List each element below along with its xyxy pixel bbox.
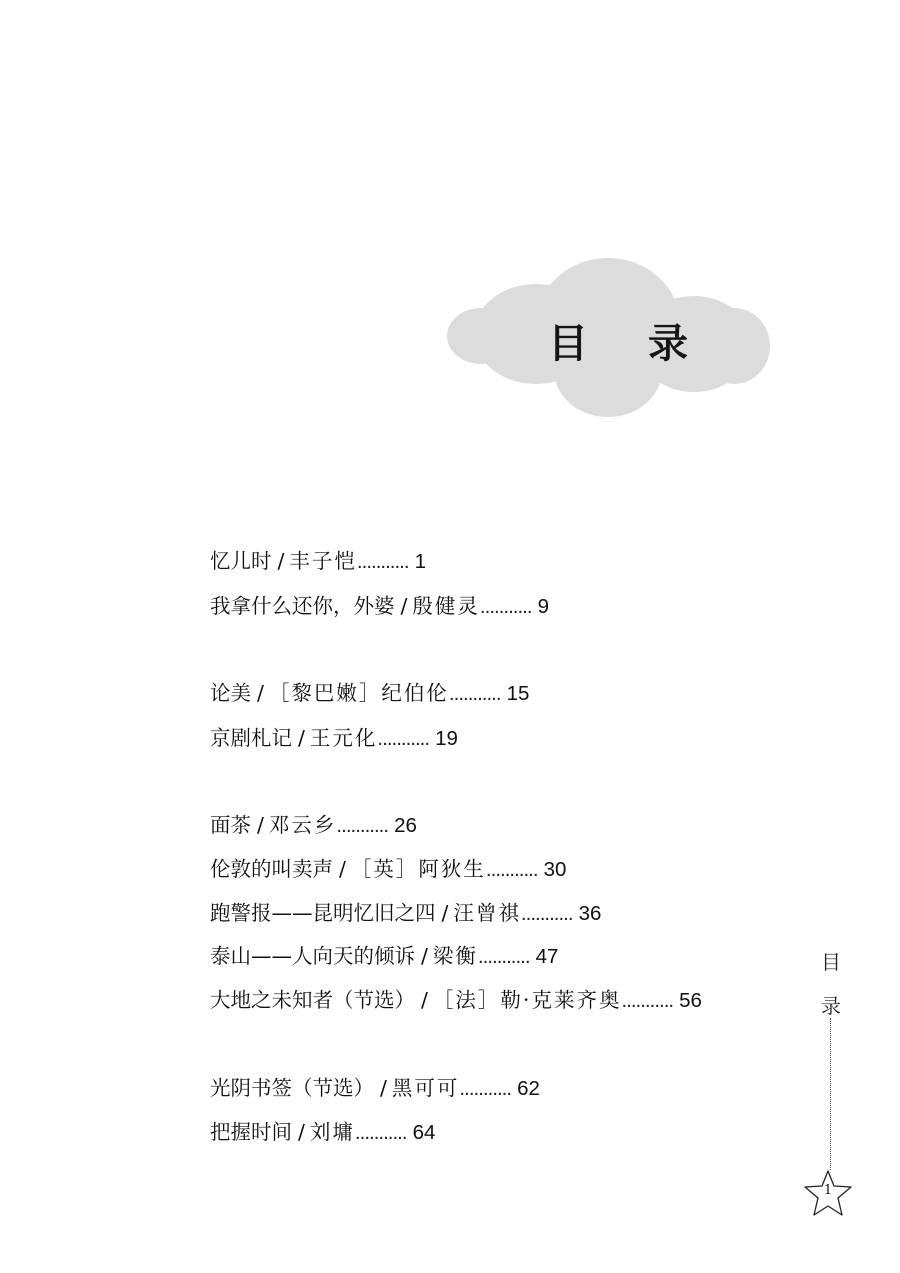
- entry-title: 忆儿时: [210, 549, 272, 573]
- entry-title: 面茶: [210, 813, 251, 837]
- entry-separator: /: [257, 813, 264, 837]
- entry-separator: /: [277, 549, 285, 573]
- entry-page-number: 30: [543, 858, 567, 881]
- entry-page-number: 56: [679, 989, 702, 1012]
- toc-entry[interactable]: [210, 679, 529, 707]
- entry-leader-dots: ...........: [448, 682, 501, 705]
- entry-separator: /: [380, 1076, 387, 1100]
- entry-author: ［英］阿狄生: [350, 857, 486, 881]
- entry-leader-dots: ...........: [621, 989, 674, 1012]
- entry-page-number: 15: [506, 682, 530, 705]
- toc-entry[interactable]: [210, 547, 426, 575]
- page-number: 1: [823, 1183, 833, 1198]
- entry-leader-dots: ...........: [479, 595, 532, 618]
- entry-title: 把握时间: [210, 1120, 292, 1144]
- entry-page-number: 9: [537, 595, 549, 618]
- entry-author: ［法］勒·克莱齐奥: [432, 988, 622, 1012]
- entry-title: 论美: [210, 681, 251, 705]
- entry-title: 我拿什么还你，外婆: [210, 594, 395, 618]
- entry-author: 汪曾祺: [453, 901, 521, 925]
- side-label: [818, 940, 844, 1028]
- entry-author: 殷健灵: [412, 594, 480, 618]
- toc-entry[interactable]: [210, 899, 601, 927]
- entry-page-number: 1: [414, 550, 426, 573]
- entry-leader-dots: ...........: [354, 1121, 407, 1144]
- entry-separator: /: [298, 726, 305, 750]
- entry-separator: /: [421, 988, 428, 1012]
- entry-title: 泰山——人向天的倾诉: [210, 944, 415, 968]
- entry-page-number: 19: [435, 727, 458, 750]
- entry-author: 黑可可: [391, 1076, 460, 1100]
- side-label-char-2: 录: [821, 994, 841, 1018]
- toc-entry[interactable]: [210, 1118, 435, 1146]
- entry-separator: /: [339, 857, 346, 881]
- heading-char-1: 目: [548, 320, 588, 367]
- entry-author: 王元化: [309, 726, 378, 750]
- entry-separator: /: [298, 1120, 305, 1144]
- entry-page-number: 64: [412, 1121, 436, 1144]
- heading-char-2: 录: [648, 320, 688, 367]
- entry-author: 刘墉: [309, 1120, 355, 1144]
- toc-entry[interactable]: [210, 986, 702, 1014]
- entry-page-number: 47: [535, 945, 559, 968]
- side-label-char-1: 目: [821, 950, 841, 974]
- entry-leader-dots: ...........: [477, 945, 530, 968]
- entry-leader-dots: ...........: [377, 727, 430, 750]
- entry-page-number: 36: [578, 902, 602, 925]
- entry-leader-dots: ...........: [356, 550, 409, 573]
- entry-title: 跑警报——昆明忆旧之四: [210, 901, 436, 925]
- entry-title: 京剧札记: [210, 726, 292, 750]
- entry-separator: /: [441, 901, 449, 925]
- toc-entry[interactable]: [210, 1074, 540, 1102]
- toc-entry[interactable]: [210, 855, 566, 883]
- entry-leader-dots: ...........: [520, 902, 573, 925]
- entry-title: 光阴书签（节选）: [210, 1076, 374, 1100]
- entry-separator: /: [421, 944, 428, 968]
- toc-entry[interactable]: [210, 811, 417, 839]
- toc-entry[interactable]: [210, 592, 549, 620]
- entry-separator: /: [400, 594, 408, 618]
- entry-author: 梁衡: [432, 944, 478, 968]
- entry-leader-dots: ...........: [485, 858, 538, 881]
- entry-separator: /: [257, 681, 264, 705]
- entry-leader-dots: ...........: [336, 814, 389, 837]
- dotted-divider: [830, 1018, 831, 1170]
- entry-author: ［黎巴嫩］纪伯伦: [268, 681, 449, 705]
- entry-page-number: 26: [394, 814, 417, 837]
- entry-author: 邓云乡: [268, 813, 337, 837]
- entry-title: 伦敦的叫卖声: [210, 857, 333, 881]
- toc-entry[interactable]: [210, 724, 458, 752]
- entry-title: 大地之未知者（节选）: [210, 988, 415, 1012]
- entry-leader-dots: ...........: [459, 1077, 512, 1100]
- entry-page-number: 62: [517, 1077, 540, 1100]
- toc-entry[interactable]: [210, 942, 558, 970]
- entry-author: 丰子恺: [289, 549, 357, 573]
- toc-heading: [548, 310, 688, 370]
